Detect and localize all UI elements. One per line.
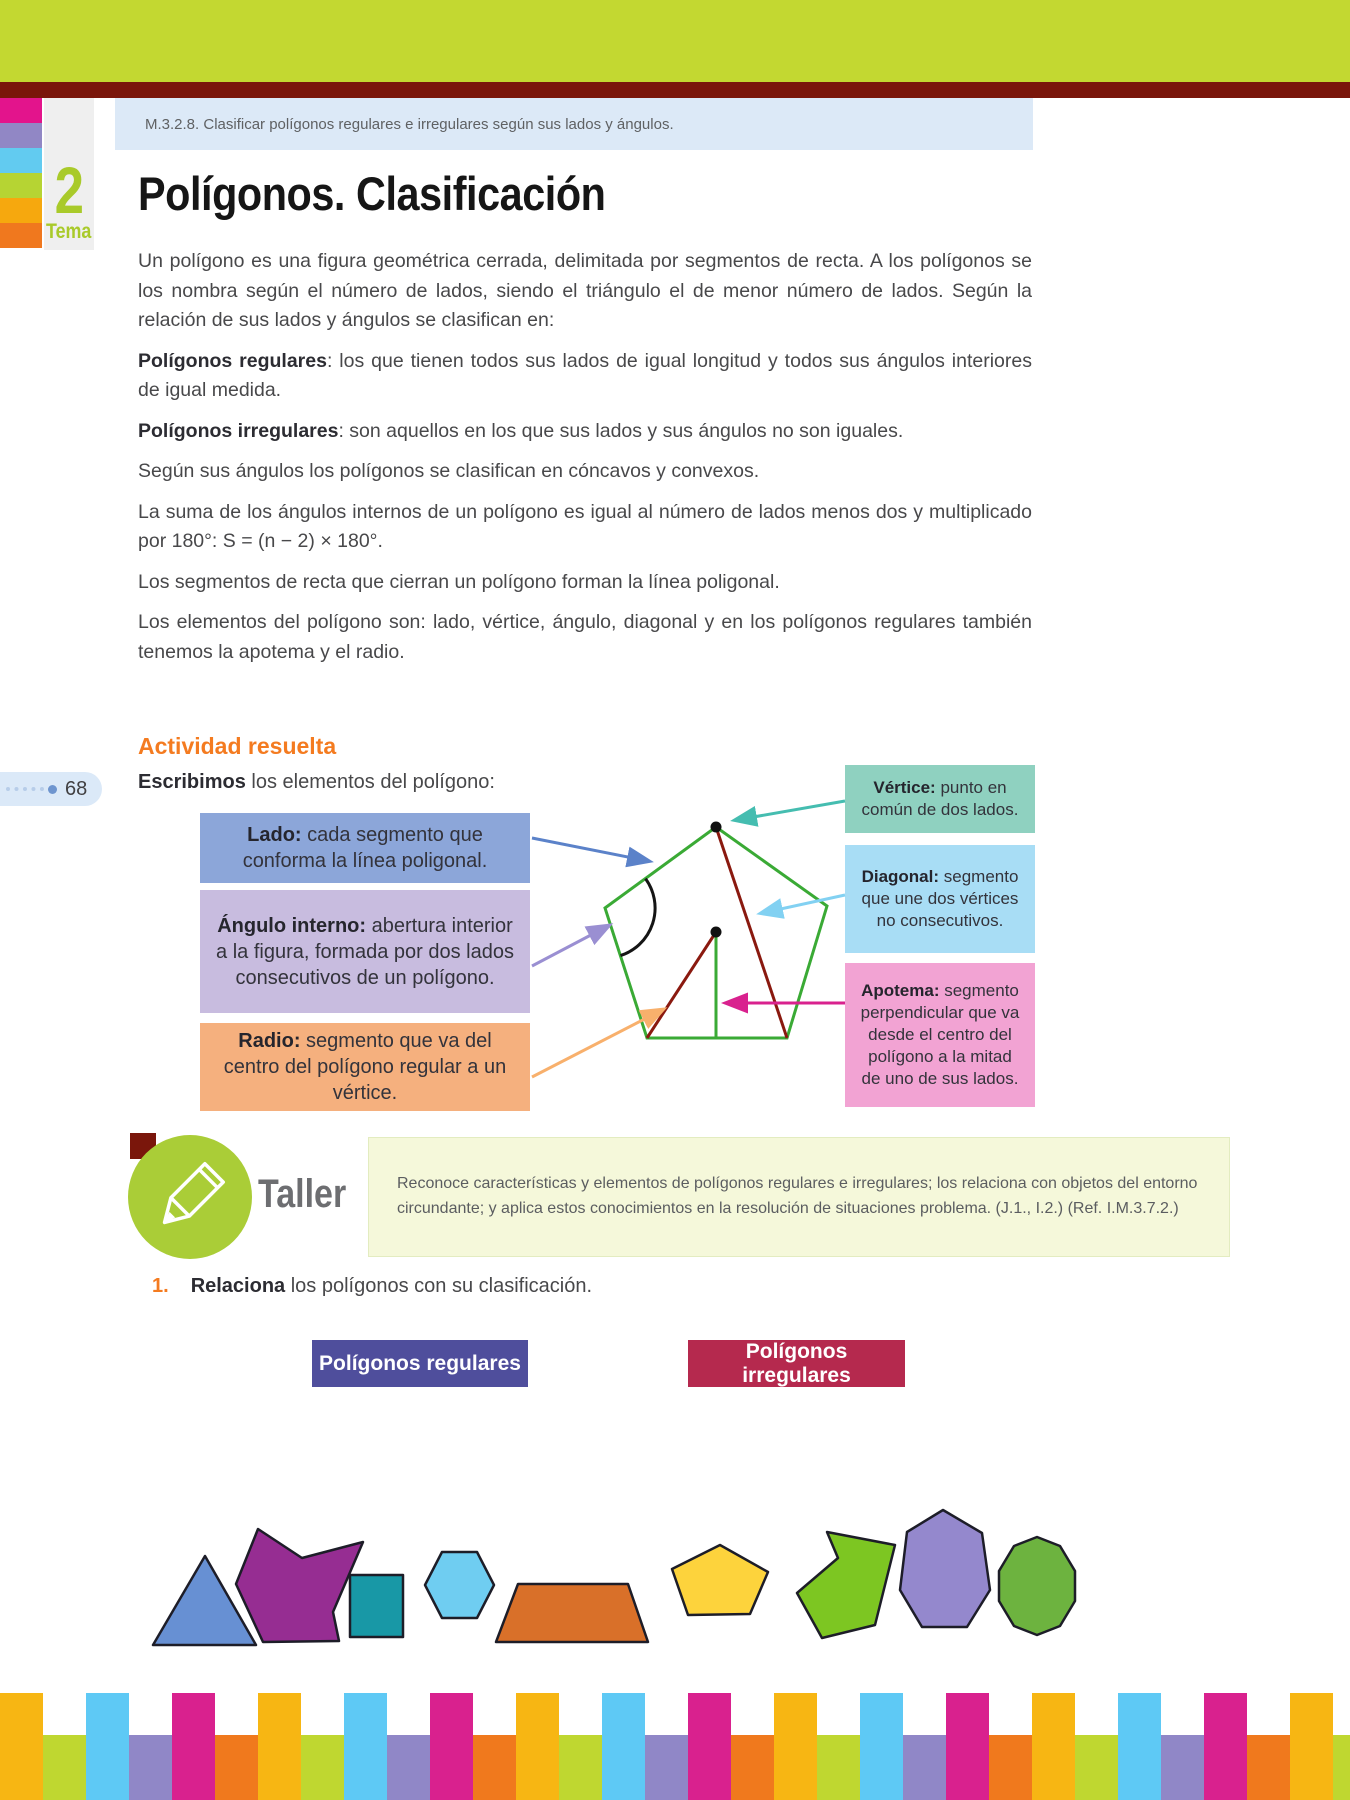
irregular-polygons-button[interactable]: Polígonos irregulares [688,1340,905,1387]
frieze-bar [946,1693,989,1800]
page-number: 68 [65,777,88,800]
frieze-bar [817,1735,860,1800]
frieze-bar [1204,1693,1247,1800]
paragraph: Un polígono es una figura geométrica cerrada, delimitada por segmentos de recta. A los polígonos se los nombra según el número de lados, siendo el triángulo el de menor número de lados. Según la relación de sus lados y ángulos se clasifican en: [138,250,1032,331]
frieze-bar [387,1735,430,1800]
frieze-bar [774,1693,817,1800]
frieze-bar [129,1735,172,1800]
frieze-bar [645,1735,688,1800]
regular-polygons-button[interactable]: Polígonos regulares [312,1340,528,1387]
paragraph: Polígonos irregulares: son aquellos en los que sus lados y sus ángulos no son iguales. [138,419,904,442]
paragraph: Según sus ángulos los polígonos se clasifican en cóncavos y convexos. [138,460,760,482]
shape-trapezoid[interactable] [496,1584,648,1642]
frieze-bar [0,1693,43,1800]
frieze-bar [172,1693,215,1800]
frieze-bar [1161,1735,1204,1800]
frieze-bar [1118,1693,1161,1800]
frieze-bar [1032,1693,1075,1800]
label-box-apotema: Apotema: segmento perpendicular que va desde el centro del polígono a la mitad de uno de sus lados. [845,963,1035,1107]
frieze-bar [1075,1735,1118,1800]
frieze-bar [86,1693,129,1800]
activity-heading: Actividad resuelta [138,733,337,759]
frieze-bar [473,1735,516,1800]
frieze-bar [258,1693,301,1800]
frieze-bar [731,1735,774,1800]
paragraph: Los segmentos de recta que cierran un polígono forman la línea poligonal. [138,570,780,593]
taller-label: Taller [258,1172,347,1216]
paragraph: Polígonos regulares: los que tienen todos sus lados de igual longitud y todos sus ángulos interiores de igual medida. [138,349,1032,401]
frieze-bar [860,1693,903,1800]
frieze-bar [430,1693,473,1800]
shape-decagon[interactable] [999,1537,1075,1635]
page-title: Polígonos. Clasificación [138,167,606,220]
frieze-bar [903,1735,946,1800]
frieze-bar [1290,1693,1333,1800]
label-box-angulo-interno: Ángulo interno: abertura interior a la figura, formada por dos lados consecutivos de un polígono. [200,890,530,1013]
frieze-bar [602,1693,645,1800]
frieze-bar [688,1693,731,1800]
label-box-vertice: Vértice: punto en común de dos lados. [845,765,1035,833]
frieze-bar [1247,1735,1290,1800]
frieze-bar [516,1693,559,1800]
frieze-bar [559,1735,602,1800]
curriculum-standard-text: M.3.2.8. Clasificar polígonos regulares e irregulares según sus lados y ángulos. [145,115,674,133]
frieze-bar [989,1735,1032,1800]
tema-label: Tema [46,220,92,243]
paragraph: La suma de los ángulos internos de un polígono es igual al número de lados menos dos y multiplicado por 180°: S = (n − 2) × 180°. [138,500,1032,552]
shape-square[interactable] [350,1575,403,1637]
frieze-bar [43,1735,86,1800]
frieze-bar [344,1693,387,1800]
label-box-diagonal: Diagonal: segmento que une dos vértices no consecutivos. [845,845,1035,953]
label-box-radio: Radio: segmento que va del centro del polígono regular a un vértice. [200,1023,530,1111]
tema-number: 2 [54,152,84,227]
frieze-bar [301,1735,344,1800]
frieze-bar [215,1735,258,1800]
activity-lead: Escribimos los elementos del polígono: [138,771,495,793]
taller-description: Reconoce características y elementos de polígonos regulares e irregulares; los relaciona con objetos del entorno circundante; y aplica estos conocimientos en la resolución de situaciones problema. (J.1., I.2.) (Ref. I.M.3.7.2.) [397,1175,1198,1217]
exercise-instruction: 1. Relaciona los polígonos con su clasificación. [152,1275,593,1297]
paragraph: Los elementos del polígono son: lado, vértice, ángulo, diagonal y en los polígonos regulares también tenemos la apotema y el radio. [138,611,1032,663]
exercise-number: 1. [152,1275,169,1297]
label-box-lado: Lado: cada segmento que conforma la línea poligonal. [200,813,530,883]
frieze-bar [1333,1735,1350,1800]
